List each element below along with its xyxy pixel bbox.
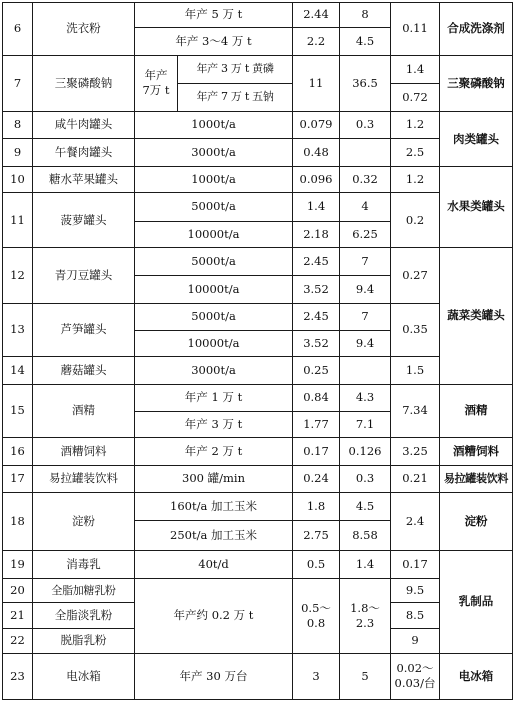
production-scale-label — [135, 55, 178, 112]
table-row — [3, 138, 513, 166]
value-2: 4.3 — [340, 384, 391, 411]
value-2: 4.5 — [340, 28, 391, 55]
standards-table — [2, 2, 513, 700]
scale-label-line-2: 7万 t — [142, 83, 170, 98]
production-scale: 年产 5 万 t — [135, 3, 293, 28]
row-number: 21 — [3, 603, 33, 628]
value-1: 0.17 — [293, 438, 340, 465]
production-scale: 年产 7 万 t 五钠 — [178, 83, 293, 111]
row-number: 11 — [3, 193, 33, 248]
production-scale: 5000t/a — [135, 248, 293, 276]
category-label: 蔬菜类罐头 — [440, 248, 513, 385]
value-1: 0.48 — [293, 138, 340, 166]
row-number: 17 — [3, 465, 33, 492]
value-1: 11 — [293, 55, 340, 112]
production-scale: 10000t/a — [135, 221, 293, 247]
value-3: 1.4 — [391, 55, 440, 83]
table-row — [3, 303, 513, 330]
row-number: 12 — [3, 248, 33, 304]
production-scale: 250t/a 加工玉米 — [135, 521, 293, 551]
table-row — [3, 579, 513, 603]
table-row — [3, 438, 513, 465]
value-3: 0.27 — [391, 248, 440, 304]
row-number: 15 — [3, 384, 33, 438]
value-1: 0.84 — [293, 384, 340, 411]
production-scale: 40t/d — [135, 550, 293, 578]
table-row — [3, 193, 513, 221]
row-number: 8 — [3, 112, 33, 138]
value-2: 4.5 — [340, 493, 391, 521]
value-1: 1.4 — [293, 193, 340, 221]
value-3: 1.5 — [391, 357, 440, 384]
value-2: 1.4 — [340, 550, 391, 578]
production-scale: 160t/a 加工玉米 — [135, 493, 293, 521]
value-1: 3 — [293, 653, 340, 699]
category-label: 肉类罐头 — [440, 112, 513, 167]
table-row — [3, 167, 513, 193]
production-scale: 年产 3 万 t — [135, 412, 293, 438]
production-scale: 年产 2 万 t — [135, 438, 293, 465]
value-1: 2.45 — [293, 248, 340, 276]
value-2: 9.4 — [340, 276, 391, 303]
category-label: 水果类罐头 — [440, 167, 513, 248]
value-1: 0.24 — [293, 465, 340, 492]
product-name: 青刀豆罐头 — [33, 248, 135, 304]
value-3: 0.35 — [391, 303, 440, 357]
value-2: 0.32 — [340, 167, 391, 193]
value-2: 7.1 — [340, 412, 391, 438]
value-3: 3.25 — [391, 438, 440, 465]
scale-label-line-1: 年产 — [144, 67, 168, 82]
category-label: 酒糟饲料 — [440, 438, 513, 465]
value-1: 0.25 — [293, 357, 340, 384]
product-name: 电冰箱 — [33, 653, 135, 699]
production-scale: 3000t/a — [135, 138, 293, 166]
row-number: 6 — [3, 3, 33, 56]
product-name: 脱脂乳粉 — [33, 628, 135, 653]
product-name: 全脂淡乳粉 — [33, 603, 135, 628]
value-3: 0.21 — [391, 465, 440, 492]
value-1-line-2: 0.8 — [306, 616, 326, 631]
category-label: 三聚磷酸钠 — [440, 55, 513, 112]
value-2-line-1: 1.8～ — [350, 600, 380, 615]
table-row — [3, 248, 513, 276]
value-2: 7 — [340, 248, 391, 276]
value-3: 2.4 — [391, 493, 440, 551]
value-3: 0.11 — [391, 3, 440, 56]
table-row — [3, 465, 513, 492]
table-row — [3, 550, 513, 578]
production-scale: 10000t/a — [135, 276, 293, 303]
value-2: 4 — [340, 193, 391, 221]
production-scale: 5000t/a — [135, 193, 293, 221]
value-2: 0.3 — [340, 465, 391, 492]
product-name: 消毒乳 — [33, 550, 135, 578]
production-scale: 300 罐/min — [135, 465, 293, 492]
table-row — [3, 3, 513, 28]
table-row — [3, 653, 513, 699]
value-3-line-2: 0.03/台 — [394, 676, 436, 691]
product-name: 菠萝罐头 — [33, 193, 135, 248]
value-1: 0.5 — [293, 550, 340, 578]
table-row — [3, 384, 513, 411]
value-1: 0.079 — [293, 112, 340, 138]
value-1: 1.8 — [293, 493, 340, 521]
production-scale: 1000t/a — [135, 112, 293, 138]
row-number: 20 — [3, 579, 33, 603]
production-scale: 年产 1 万 t — [135, 384, 293, 411]
value-2: 7 — [340, 303, 391, 330]
value-3 — [391, 653, 440, 699]
value-2: 0.3 — [340, 112, 391, 138]
row-number: 19 — [3, 550, 33, 578]
value-3: 7.34 — [391, 384, 440, 438]
row-number: 10 — [3, 167, 33, 193]
category-label: 淀粉 — [440, 493, 513, 551]
value-2-line-2: 2.3 — [355, 616, 375, 631]
value-1: 2.44 — [293, 3, 340, 28]
value-1-line-1: 0.5～ — [301, 600, 331, 615]
product-name: 蘑菇罐头 — [33, 357, 135, 384]
value-1: 1.77 — [293, 412, 340, 438]
value-3: 1.2 — [391, 167, 440, 193]
value-3: 0.17 — [391, 550, 440, 578]
value-2: 36.5 — [340, 55, 391, 112]
value-1 — [293, 579, 340, 653]
product-name: 淀粉 — [33, 493, 135, 551]
value-2: 8 — [340, 3, 391, 28]
production-scale: 年产 3～4 万 t — [135, 28, 293, 55]
value-2 — [340, 357, 391, 384]
production-scale: 5000t/a — [135, 303, 293, 330]
row-number: 7 — [3, 55, 33, 112]
product-name: 易拉罐装饮料 — [33, 465, 135, 492]
product-name: 洗衣粉 — [33, 3, 135, 56]
table-row — [3, 112, 513, 138]
production-scale: 1000t/a — [135, 167, 293, 193]
value-1: 0.096 — [293, 167, 340, 193]
category-label: 合成洗涤剂 — [440, 3, 513, 56]
value-3-line-1: 0.02～ — [396, 660, 434, 675]
product-name: 芦笋罐头 — [33, 303, 135, 357]
table-row — [3, 493, 513, 521]
value-2: 8.58 — [340, 521, 391, 551]
value-2 — [340, 579, 391, 653]
row-number: 16 — [3, 438, 33, 465]
row-number: 9 — [3, 138, 33, 166]
category-label: 电冰箱 — [440, 653, 513, 699]
value-3: 0.72 — [391, 83, 440, 111]
value-2 — [340, 138, 391, 166]
value-3: 9.5 — [391, 579, 440, 603]
row-number: 23 — [3, 653, 33, 699]
table-row — [3, 55, 513, 83]
row-number: 18 — [3, 493, 33, 551]
value-3: 1.2 — [391, 112, 440, 138]
production-scale: 年产 30 万台 — [135, 653, 293, 699]
value-2: 0.126 — [340, 438, 391, 465]
row-number: 13 — [3, 303, 33, 357]
product-name: 午餐肉罐头 — [33, 138, 135, 166]
product-name: 酒糟饲料 — [33, 438, 135, 465]
product-name: 咸牛肉罐头 — [33, 112, 135, 138]
value-3: 2.5 — [391, 138, 440, 166]
category-label: 乳制品 — [440, 550, 513, 653]
production-scale: 年产约 0.2 万 t — [135, 579, 293, 653]
value-1: 3.52 — [293, 331, 340, 357]
value-1: 3.52 — [293, 276, 340, 303]
production-scale: 3000t/a — [135, 357, 293, 384]
category-label: 酒精 — [440, 384, 513, 438]
value-3: 8.5 — [391, 603, 440, 628]
value-1: 2.18 — [293, 221, 340, 247]
product-name: 全脂加糖乳粉 — [33, 579, 135, 603]
category-label: 易拉罐装饮料 — [440, 465, 513, 492]
production-scale: 10000t/a — [135, 331, 293, 357]
value-1: 2.2 — [293, 28, 340, 55]
table-row — [3, 357, 513, 384]
product-name: 糖水苹果罐头 — [33, 167, 135, 193]
value-3: 0.2 — [391, 193, 440, 248]
production-scale: 年产 3 万 t 黄磷 — [178, 55, 293, 83]
row-number: 14 — [3, 357, 33, 384]
product-name: 三聚磷酸钠 — [33, 55, 135, 112]
value-2: 9.4 — [340, 331, 391, 357]
product-name: 酒精 — [33, 384, 135, 438]
value-1: 2.75 — [293, 521, 340, 551]
value-3: 9 — [391, 628, 440, 653]
value-2: 5 — [340, 653, 391, 699]
row-number: 22 — [3, 628, 33, 653]
value-2: 6.25 — [340, 221, 391, 247]
value-1: 2.45 — [293, 303, 340, 330]
